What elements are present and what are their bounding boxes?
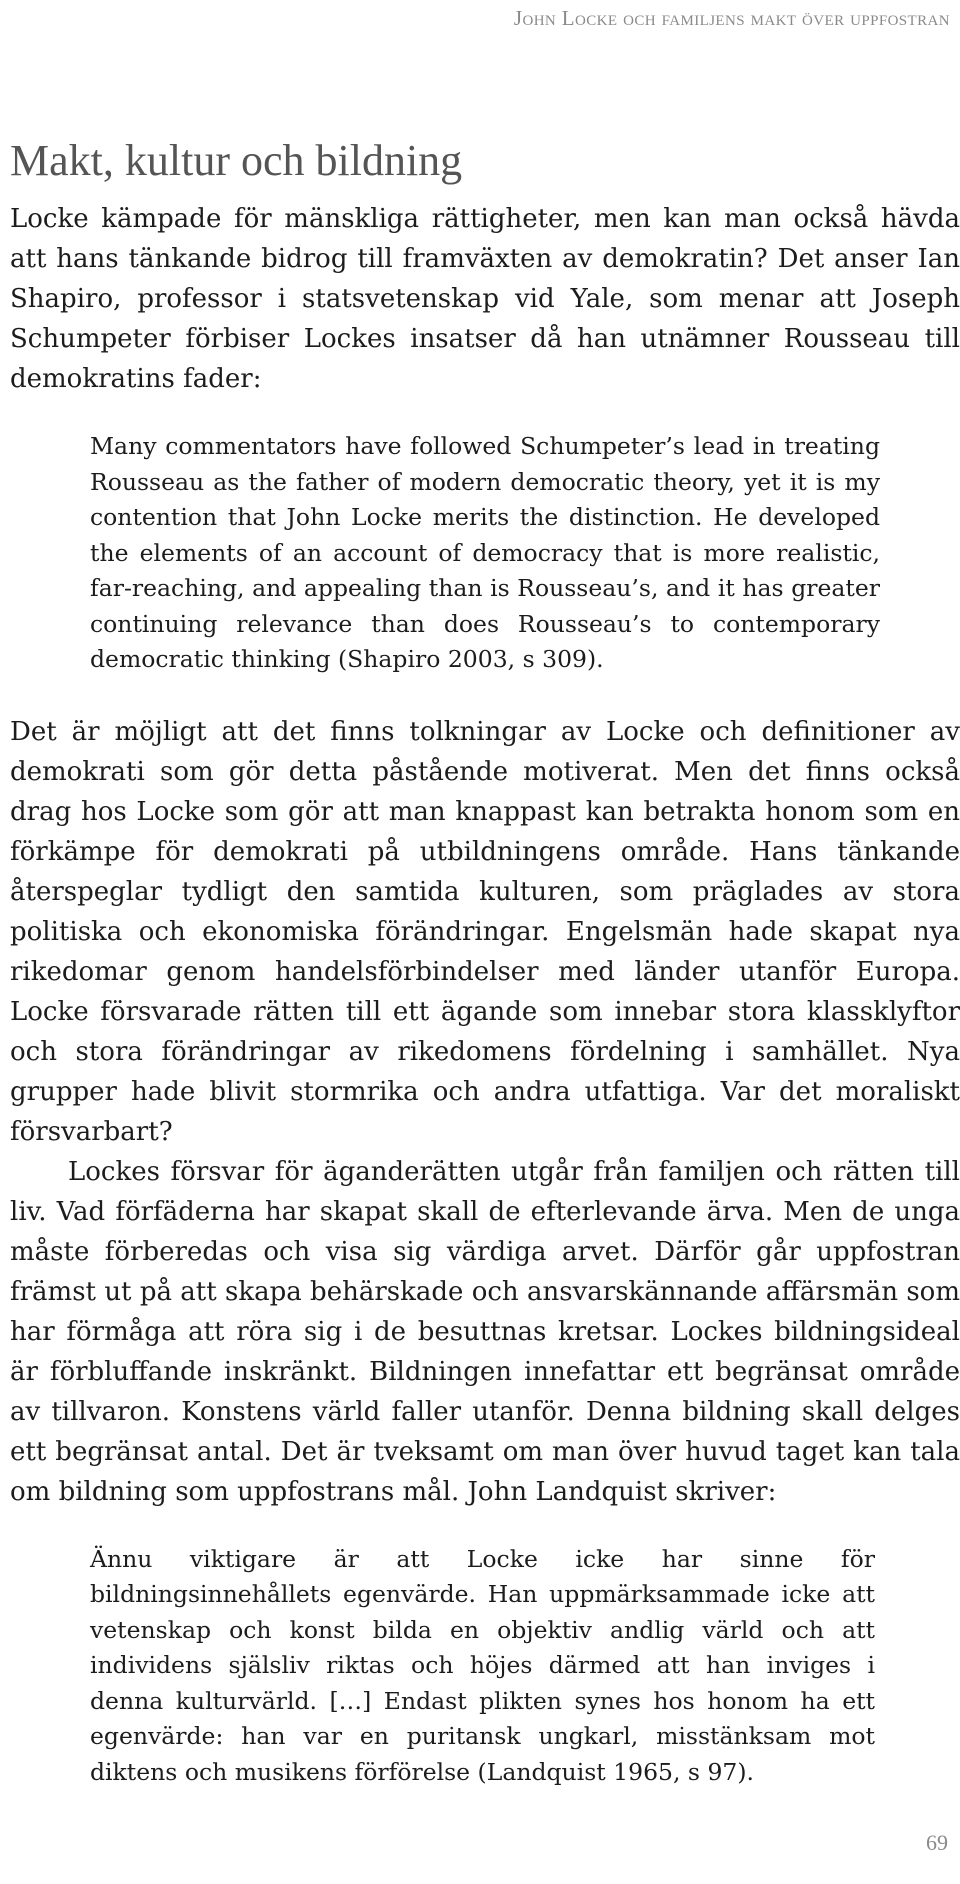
running-head: John Locke och familjens makt över uppfostran <box>513 6 950 30</box>
paragraph-locke-democracy: Det är möjligt att det finns tolkningar av Locke och definitioner av demokrati som gör detta påstående motiverat. Men det finns också drag hos Locke som gör att man knappast kan betrakta honom som en förkämpe för demokrati på utbildningens område. Hans tänkande återspeglar tydligt den samtida kulturen, som präglades av stora politiska och ekonomiska förändringar. Engelsmän hade skapat nya rikedomar genom handelsförbindelser med länder utanför Europa. Locke försvarade rätten till ett ägande som innebar stora klassklyftor och stora förändringar av rikedomens fördelning i samhället. Nya grupper hade blivit stormrika och andra utfattiga. Var det moraliskt försvarbart? <box>10 716 960 1147</box>
page-content <box>10 135 960 1790</box>
paragraph-property-rights: Lockes försvar för äganderätten utgår från familjen och rätten till liv. Vad förfäderna har skapat skall de efterlevande ärva. Men de unga måste förberedas och visa sig värdiga arvet. Därför går uppfostran främst ut på att skapa behärskade och ansvarskännande affärsmän som har förmåga att röra sig i de besuttnas kretsar. Lockes bildningsideal är förbluffande inskränkt. Bildningen innefattar ett begränsat område av tillvaron. Konstens värld faller utanför. Denna bildning skall delges ett begränsat antal. Det är tveksamt om man över huvud taget kan tala om bildning som uppfostrans mål. John Landquist skriver: <box>10 1156 960 1507</box>
paragraph-intro: Locke kämpade för mänskliga rättigheter, men kan man också hävda att hans tänkande bidrog till framväxten av demokratin? Det anser Ian Shapiro, professor i statsvetenskap vid Yale, som menar att Joseph Schumpeter förbiser Lockes insatser då han utnämner Rousseau till demokratins fader: <box>10 204 960 394</box>
block-quote-shapiro: Many commentators have followed Schumpeter’s lead in treating Rousseau as the father of modern democratic theory, yet it is my contention that John Locke merits the distinction. He developed the elements of an account of democracy that is more realistic, far-reaching, and appealing than is Rousseau’s, and it has greater continuing relevance than does Rousseau’s to contemporary democratic thinking (Shapiro 2003, s 309). <box>90 432 880 673</box>
block-quote-landquist: Ännu viktigare är att Locke icke har sinne för bildningsinnehållets egenvärde. Han uppmärksammade icke att vetenskap och konst bilda en objektiv andlig värld och att individens själsliv riktas och höjes därmed att han inviges i denna kulturvärld. […] Endast plikten synes hos honom ha ett egenvärde: han var en puritansk ungkarl, misstänksam mot diktens och musikens förförelse (Landquist 1965, s 97). <box>90 1544 875 1786</box>
section-title: Makt, kultur och bildning <box>10 136 463 185</box>
page-number: 69 <box>926 1830 948 1855</box>
